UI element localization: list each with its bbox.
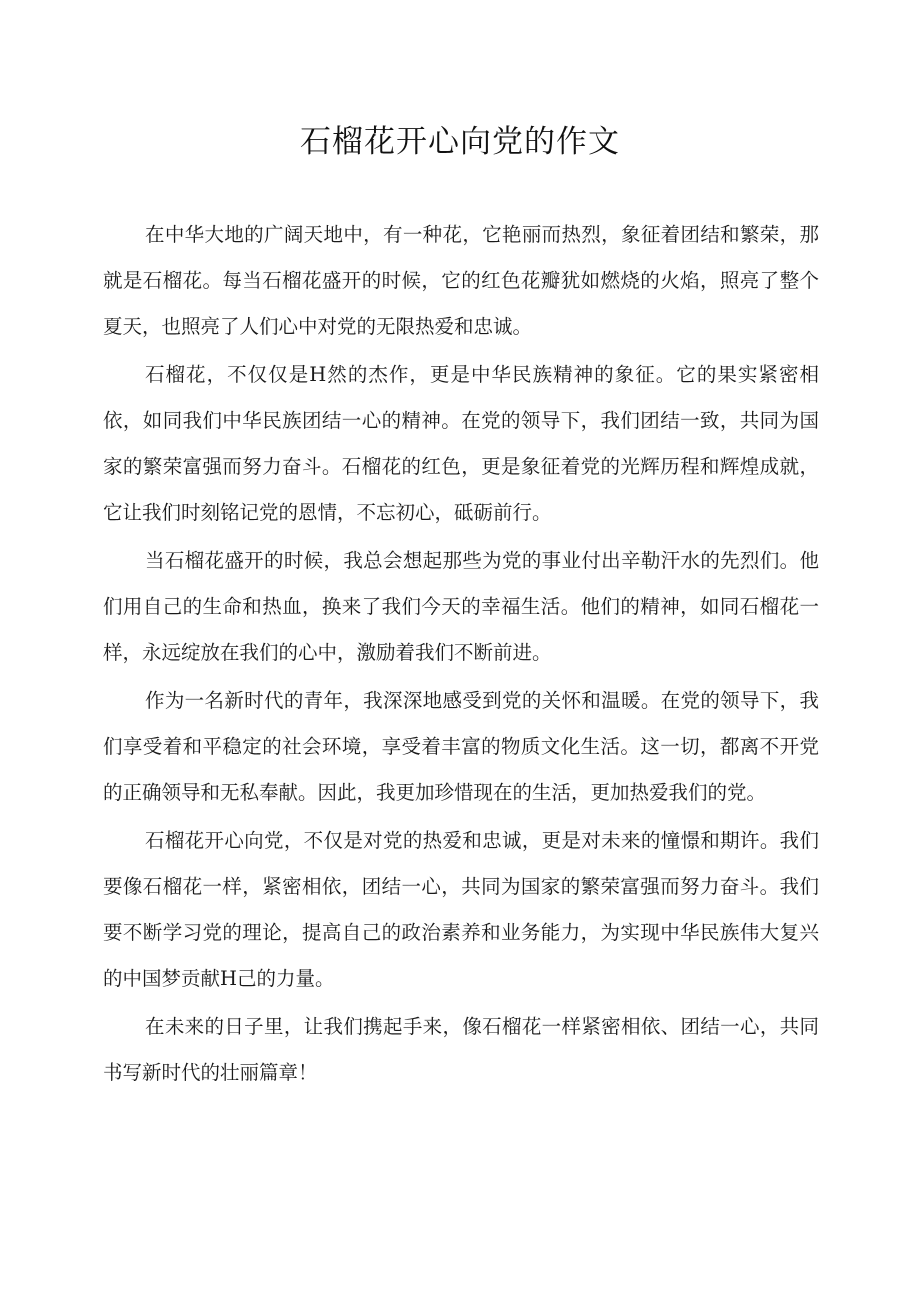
paragraph-3: 当石榴花盛开的时候，我总会想起那些为党的事业付出辛勒汗水的先烈们。他们用自己的生命和热血，换来了我们今天的幸福生活。他们的精神，如同石榴花一样，永远绽放在我们的心中，激励着我们不断前进。 <box>103 549 819 664</box>
paragraph-6: 在未来的日子里，让我们携起手来，像石榴花一样紧密相依、团结一心，共同书写新时代的壮丽篇章！ <box>103 1015 819 1084</box>
paragraph-1: 在中华大地的广阔天地中，有一种花，它艳丽而热烈，象征着团结和繁荣，那就是石榴花。每当石榴花盛开的时候，它的红色花瓣犹如燃烧的火焰，照亮了整个夏天，也照亮了人们心中对党的无限热爱和忠诚。 <box>103 223 819 338</box>
paragraph-5: 石榴花开心向党，不仅是对党的热爱和忠诚，更是对未来的憧憬和期许。我们要像石榴花一样，紧密相依，团结一心，共同为国家的繁荣富强而努力奋斗。我们要不断学习党的理论，提高自己的政治素养和业务能力，为实现中华民族伟大复兴的中国梦贡献H己的力量。 <box>103 829 819 990</box>
document-title: 石榴花开心向党的作文 <box>300 124 620 160</box>
paragraph-2: 石榴花，不仅仅是H然的杰作，更是中华民族精神的象征。它的果实紧密相依，如同我们中华民族团结一心的精神。在党的领导下，我们团结一致，共同为国家的繁荣富强而努力奋斗。石榴花的红色，更是象征着党的光辉历程和辉煌成就，它让我们时刻铭记党的恩情，不忘初心，砥砺前行。 <box>103 363 819 524</box>
document-body <box>103 212 819 1096</box>
paragraph-4: 作为一名新时代的青年，我深深地感受到党的关怀和温暖。在党的领导下，我们享受着和平稳定的社会环境，享受着丰富的物质文化生活。这一切，都离不开党的正确领导和无私奉献。因此，我更加珍惜现在的生活，更加热爱我们的党。 <box>103 689 819 804</box>
